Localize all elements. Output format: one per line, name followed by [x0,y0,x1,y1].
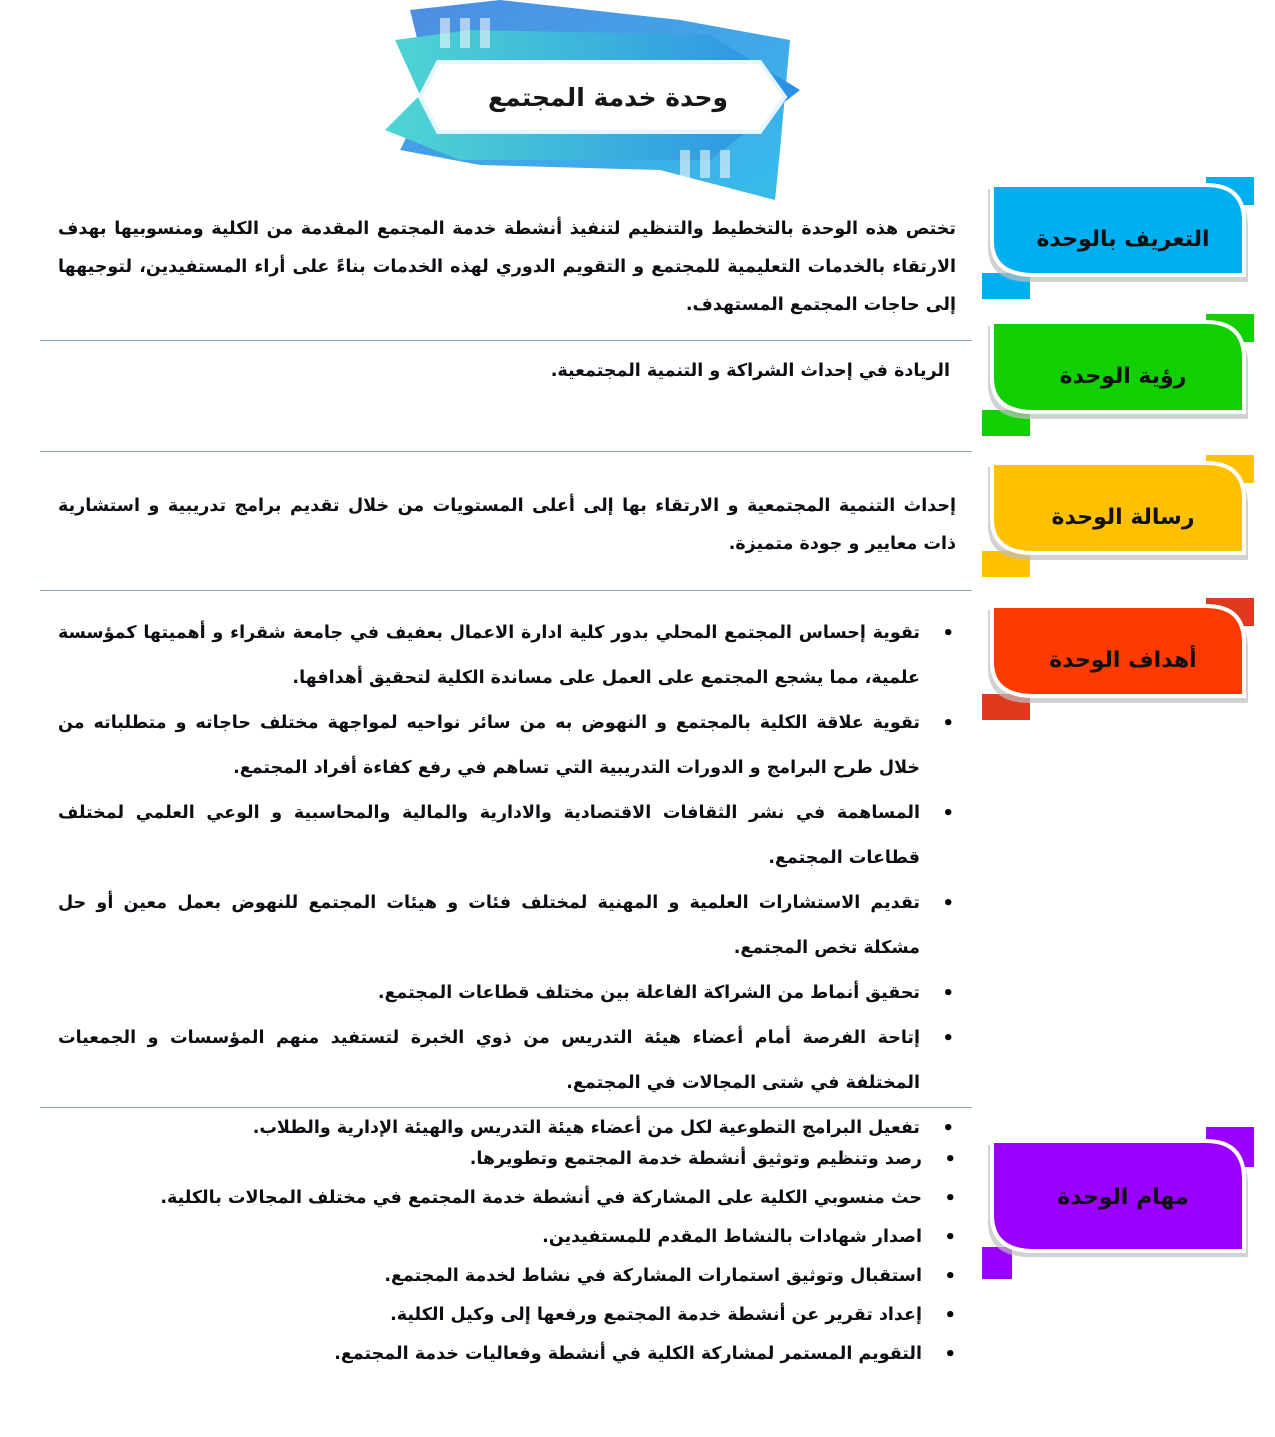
goals-label-badge [978,598,1258,723]
divider [40,590,972,591]
divider [40,451,972,452]
list-item: • تحقيق أنماط من الشراكة الفاعلة بين مختلف قطاعات المجتمع. [58,971,958,1016]
definition-text: تختص هذه الوحدة بالتخطيط والتنظيم لتنفيذ أنشطة خدمة المجتمع المقدمة من الكلية ومنسوبيها بهدف الارتقاء بالخدمات التعليمية للمجتمع و التقويم الدوري لهذه الخدمات بناءً على أراء المستفيدين، لتوجيهها إلى حاجات المجتمع المستهدف. [58,219,956,315]
tasks-label-badge [978,1127,1258,1252]
list-item: • اصدار شهادات بالنشاط المقدم للمستفيدين. [58,1218,960,1257]
vision-label-badge [978,314,1258,439]
mission-label-badge [978,455,1258,580]
definition-label-badge [978,177,1258,302]
list-item: • تقديم الاستشارات العلمية و المهنية لمختلف فئات و هيئات المجتمع للنهوض بعمل معين أو حل مشكلة تخص المجتمع. [58,881,958,971]
list-item: • التقويم المستمر لمشاركة الكلية في أنشطة وفعاليات خدمة المجتمع. [58,1335,960,1374]
definition-label: التعريف بالوحدة [1036,227,1210,252]
mission-text: إحداث التنمية المجتمعية و الارتقاء بها إلى أعلى المستويات من خلال تقديم برامج تدريبية و استشارية ذات معايير و جودة متميزة. [58,496,956,554]
goals-list [58,611,958,1151]
list-item: • حث منسوبي الكلية على المشاركة في أنشطة خدمة المجتمع في مختلف المجالات بالكلية. [58,1179,960,1218]
list-item: • المساهمة في نشر الثقافات الاقتصادية والادارية والمالية والمحاسبية و الوعي العلمي لمختلف قطاعات المجتمع. [58,791,958,881]
list-item: • استقبال وتوثيق استمارات المشاركة في نشاط لخدمة المجتمع. [58,1257,960,1296]
list-item: • تفعيل البرامج التطوعية لكل من أعضاء هيئة التدريس والهيئة الإدارية والطلاب. [58,1106,958,1151]
list-item: • تقوية علاقة الكلية بالمجتمع و النهوض به من سائر نواحيه لمواجهة مختلف حاجاته و متطلباته من خلال طرح البرامج و الدورات التدريبية التي تساهم في رفع كفاءة أفراد المجتمع. [58,701,958,791]
vision-text: الريادة في إحداث الشراكة و التنمية المجتمعية. [550,361,950,381]
tasks-label: مهام الوحدة [1057,1184,1189,1210]
list-item: • تقوية إحساس المجتمع المحلي بدور كلية ادارة الاعمال بعفيف في جامعة شقراء و أهميتها كمؤسسة علمية، مما يشجع المجتمع على العمل على مساندة الكلية لتحقيق أهدافها. [58,611,958,701]
page-title: وحدة خدمة المجتمع [487,82,729,112]
divider [40,340,972,341]
tasks-list [58,1140,960,1374]
divider [40,1107,972,1108]
goals-label: أهداف الوحدة [1049,648,1197,673]
mission-label: رسالة الوحدة [1051,505,1195,530]
list-item: • إعداد تقرير عن أنشطة خدمة المجتمع ورفعها إلى وكيل الكلية. [58,1296,960,1335]
list-item: • إتاحة الفرصة أمام أعضاء هيئة التدريس من ذوي الخبرة لتستفيد منهم المؤسسات و الجمعيات المختلفة في شتى المجالات في المجتمع. [58,1016,958,1106]
vision-label: رؤية الوحدة [1059,364,1187,389]
list-item: • رصد وتنظيم وتوثيق أنشطة خدمة المجتمع وتطويرها. [58,1140,960,1179]
